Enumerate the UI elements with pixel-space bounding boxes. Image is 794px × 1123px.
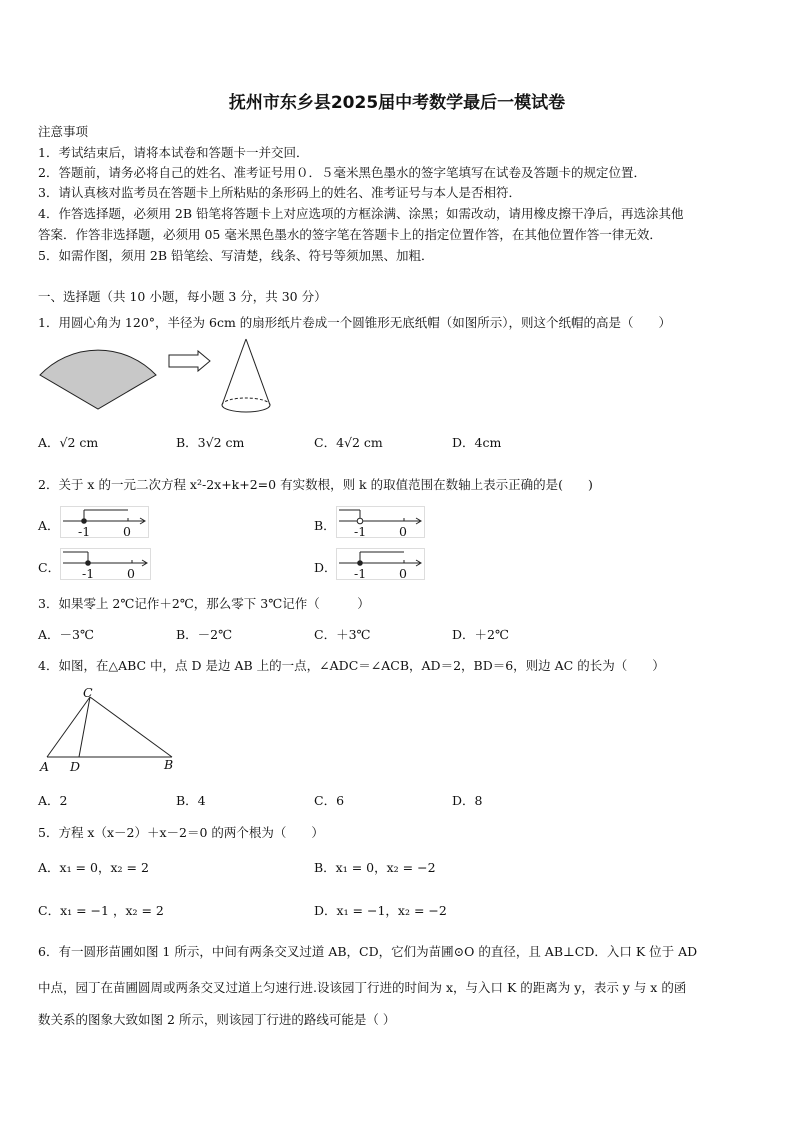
q2-a-tick-neg: -1: [78, 524, 91, 539]
sector-figure: [38, 335, 238, 415]
question-6-line-1: 6．有一圆形苗圃如图 1 所示，中间有两条交叉过道 AB，CD，它们为苗圃⊙O 的直径，且 AB⊥CD．入口 K 位于 AD: [38, 944, 698, 959]
q2-c-tick-zero: 0: [127, 566, 135, 581]
q5-option-d: D．x₁ = −1，x₂ = −2: [314, 903, 447, 918]
q1-option-a: A．√2 cm: [38, 435, 99, 450]
question-4-stem: 4．如图，在△ABC 中，点 D 是边 AB 上的一点，∠ADC＝∠ACB，AD＝2，BD＝6，则边 AC 的长为（ ）: [38, 658, 665, 673]
question-5-stem: 5．方程 x（x－2）＋x－2＝0 的两个根为（ ）: [38, 825, 324, 840]
q2-label-b: B．: [314, 518, 336, 533]
point-d-label: D: [70, 759, 81, 774]
point-c-label: C: [83, 685, 93, 700]
q4-option-c: C．6: [314, 793, 345, 808]
question-6-line-3: 数关系的图象大致如图 2 所示，则该园丁行进的路线可能是（ ）: [38, 1012, 396, 1027]
q3-option-a: A．－3℃: [38, 627, 94, 642]
q2-number-line-b: [336, 506, 426, 538]
q2-number-line-a: [60, 506, 150, 538]
notice-item-5: 5．如需作图，须用 2B 铅笔绘、写清楚，线条、符号等须加黑、加粗．: [38, 248, 434, 263]
q2-b-tick-zero: 0: [399, 524, 407, 539]
page-title: 抚州市东乡县2025届中考数学最后一模试卷: [228, 93, 566, 113]
notice-item-4-cont: 答案．作答非选择题，必须用 05 毫米黑色墨水的签字笔在答题卡上的指定位置作答，在其他位置作答一律无效．: [38, 227, 662, 242]
q5-option-c: C．x₁ = −1 ，x₂ = 2: [38, 903, 164, 918]
cone-figure: [218, 337, 278, 417]
q2-label-d: D．: [314, 560, 337, 575]
arrow-icon: [168, 350, 213, 372]
point-b-label: B: [164, 757, 174, 772]
q2-c-tick-neg: -1: [82, 566, 95, 581]
question-6-line-2: 中点，园丁在苗圃圆周或两条交叉过道上匀速行进.设该园丁行进的时间为 x，与入口 K 的距离为 y，表示 y 与 x 的函: [38, 980, 687, 995]
q3-option-b: B．－2℃: [176, 627, 233, 642]
question-2-stem: 2．关于 x 的一元二次方程 x²-2x+k+2=0 有实数根，则 k 的取值范围在数轴上表示正确的是( ): [38, 477, 593, 492]
q4-option-a: A．2: [38, 793, 68, 808]
q2-number-line-c: [60, 548, 152, 580]
q2-d-tick-neg: -1: [354, 566, 367, 581]
q5-option-a: A．x₁ = 0，x₂ = 2: [38, 860, 149, 875]
q2-number-line-d: [336, 548, 426, 580]
section-heading: 一、选择题（共 10 小题，每小题 3 分，共 30 分）: [38, 289, 327, 304]
q5-option-b: B．x₁ = 0，x₂ = −2: [314, 860, 436, 875]
q4-option-d: D．8: [452, 793, 483, 808]
q2-label-c: C．: [38, 560, 61, 575]
q2-b-tick-neg: -1: [354, 524, 367, 539]
q2-a-tick-zero: 0: [123, 524, 131, 539]
q1-option-d: D．4cm: [452, 435, 502, 450]
point-a-label: A: [40, 759, 50, 774]
notice-item-3: 3．请认真核对监考员在答题卡上所粘贴的条形码上的姓名、准考证号与本人是否相符．: [38, 185, 521, 200]
q4-option-b: B．4: [176, 793, 206, 808]
q2-label-a: A．: [38, 518, 60, 533]
q1-option-b: B．3√2 cm: [176, 435, 245, 450]
notice-heading: 注意事项: [38, 124, 89, 139]
notice-item-2: 2．答题前，请务必将自己的姓名、准考证号用０．５毫米黑色墨水的签字笔填写在试卷及答题卡的规定位置．: [38, 165, 646, 180]
q1-option-c: C．4√2 cm: [314, 435, 383, 450]
question-3-stem: 3．如果零上 2℃记作＋2℃，那么零下 3℃记作（ ）: [38, 596, 370, 611]
q2-d-tick-zero: 0: [399, 566, 407, 581]
question-1-stem: 1．用圆心角为 120°，半径为 6cm 的扇形纸片卷成一个圆锥形无底纸帽（如图所示），则这个纸帽的高是（ ）: [38, 315, 672, 330]
q3-option-c: C．＋3℃: [314, 627, 371, 642]
notice-item-4: 4．作答选择题，必须用 2B 铅笔将答题卡上对应选项的方框涂满、涂黑；如需改动，请用橡皮擦干净后，再选涂其他: [38, 206, 684, 221]
q3-option-d: D．＋2℃: [452, 627, 509, 642]
notice-item-1: 1．考试结束后，请将本试卷和答题卡一并交回．: [38, 145, 309, 160]
